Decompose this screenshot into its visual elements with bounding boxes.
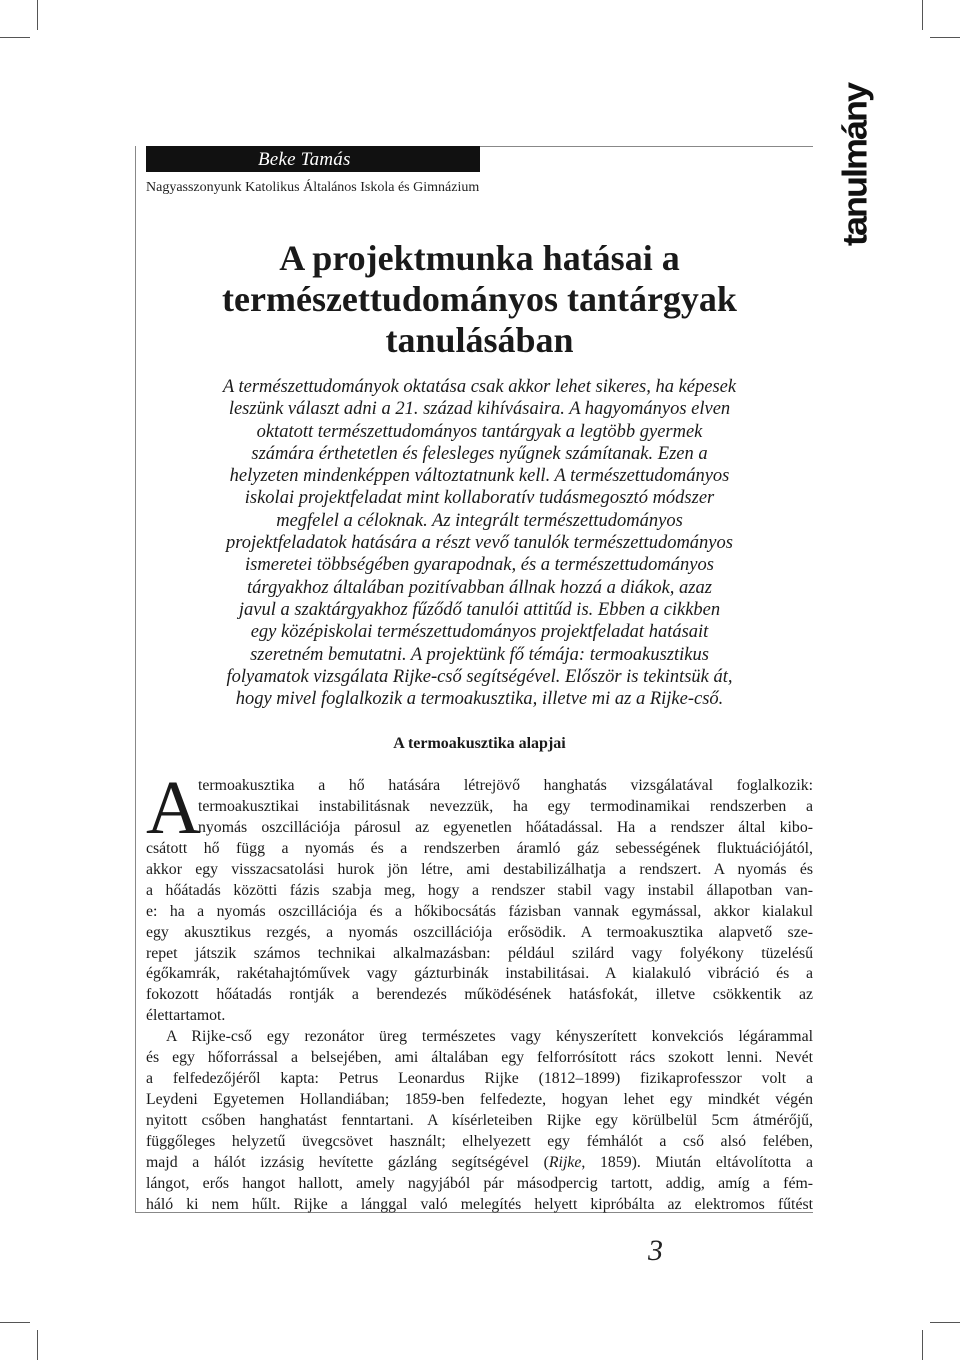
body-line: lángot, erős hangot hallott, amely nagyjából pár másodpercig tartott, addig, amíg a fém- [146, 1174, 813, 1192]
crop-mark-bottom-right-h [930, 1322, 960, 1323]
frame-rule-left [135, 146, 136, 1212]
crop-mark-top-right-h [930, 37, 960, 38]
body-line: a hőátadás közötti fázis szabja meg, hogy a rendszer stabil vagy instabil állapotban van- [146, 881, 813, 899]
section-heading: A termoakusztika alapjai [393, 735, 566, 752]
body-line: függőleges helyzetű üvegcsövet használt; elhelyezett egy fémhálót a cső alsó felében, [146, 1132, 813, 1150]
crop-mark-bottom-left-h [0, 1322, 30, 1323]
body-line: A Rijke-cső egy rezonátor üreg természetes vagy kényszerített konvekciós légárammal [166, 1028, 813, 1046]
author-bar [146, 146, 480, 172]
abstract-line: tárgyakhoz általában pozitívabban állnak hozzá a diákok, azaz [247, 577, 712, 598]
body-line: majd a hálót izzásig hevítette gázláng segítségével (Rijke, 1859). Miután eltávolította a [146, 1153, 813, 1171]
body-line: és egy hőforrással a belsejében, ami általában egy felforrósított rács szokott lenni. Nevét [146, 1049, 813, 1067]
affiliation: Nagyasszonyunk Katolikus Általános Iskola és Gimnázium [146, 180, 480, 195]
abstract-line: projektfeladatok hatására a részt vevő tanulók természettudományos [226, 533, 733, 554]
body-line: repet játszik számos technikai alkalmazásban: például szilárd vagy folyékony tüzelésű [146, 944, 813, 962]
body-line: e: ha a nyomás oszcillációja és a hőkibocsátás fázisban vannak egymással, akkor kialakul [146, 902, 813, 920]
crop-mark-top-right-v [922, 0, 923, 30]
crop-mark-top-left-v [37, 0, 38, 30]
body-line: egy akusztikus rezgés, a nyomás oszcillációja erősödik. A termoakusztika alapvető sze- [146, 923, 813, 941]
body-line: termoakusztikai instabilitásnak nevezzük, ha egy termodinamikai rendszerben a [198, 797, 813, 815]
author-name: Beke Tamás [258, 149, 351, 170]
title-line: természettudományos tantárgyak [222, 279, 737, 319]
body-line: háló ki nem hűlt. Rijke a lánggal való melegítés helyett kipróbálta az elektromos fűtést [146, 1195, 813, 1213]
crop-mark-bottom-left-v [37, 1330, 38, 1360]
abstract-line: A természettudományok oktatása csak akkor lehet sikeres, ha képesek [222, 377, 737, 397]
body-line: akkor egy visszacsatolási hurok jön létre, ami destabilizálhatja a rendszert. A nyomás és [146, 860, 813, 878]
body-line: nyomás oszcillációja párosul az egyenetlen hőátadással. Ha a rendszer által kibo- [198, 818, 813, 836]
body-line: a felfedezőjéről kapta: Petrus Leonardus Rijke (1812–1899) fizikaprofesszor volt a [146, 1070, 813, 1088]
body-line: nyitott csőben hanghatást fenntartani. A kísérleteiben Rijke egy körülbelül 5cm átmérőjű, [146, 1112, 813, 1129]
abstract-line: oktatott természettudományos tantárgyak a legtöbb gyermek [256, 421, 703, 442]
body-line: termoakusztika a hő hatására létrejövő hanghatás vizsgálatával foglalkozik: [198, 777, 813, 794]
abstract-line: helyzeten mindenképpen változtatnunk kell. A természettudományos [229, 466, 730, 487]
body-line: fokozott hőátadás rontják a berendezés működésének hatásfokát, illetve csökkentik az [146, 986, 813, 1004]
abstract-line: javul a szaktárgyakhoz fűződő tanulói attitűd is. Ebben a cikkben [238, 599, 721, 620]
body-text [146, 766, 813, 1216]
abstract-line: számára érthetetlen és felesleges nyűgnek számítanak. Ezen a [251, 443, 708, 464]
article-title [146, 238, 813, 361]
body-line: Leydeni Egyetemen Hollandiában; 1859-ben felfedezte, hogyan lehet egy mindkét végén [146, 1091, 813, 1109]
title-line: A projektmunka hatásai a [279, 238, 680, 278]
abstract-line: egy középiskolai természettudományos projektfeladat hatásait [250, 622, 709, 643]
abstract-line: hogy mivel foglalkozik a termoakusztika, illetve mi az a Rijke-cső. [235, 689, 724, 710]
abstract-line: megfelel a céloknak. Az integrált természettudományos [276, 510, 683, 531]
body-line: élettartamot. [146, 1007, 226, 1025]
drop-cap: A [146, 766, 201, 850]
crop-mark-bottom-right-v [922, 1330, 923, 1360]
abstract-line: folyamatok vizsgálata Rijke-cső segítségével. Először is tekintsük át, [226, 666, 733, 687]
body-line: csátott hő függ a nyomás és a rendszerben áramló gáz sebességének fluktuációjától, [146, 839, 813, 857]
frame-rule-top [480, 146, 813, 147]
abstract-line: iskolai projektfeladat mint kollaboratív tudásmegosztó módszer [244, 488, 715, 509]
abstract-line: leszünk választ adni a 21. század kihívásaira. A hagyományos elven [228, 399, 731, 420]
abstract-line: ismeretei többségében gyarapodnak, és a természettudományos [245, 555, 714, 576]
crop-mark-top-left-h [0, 37, 30, 38]
title-line: tanulásában [385, 320, 574, 360]
section-label-vertical: tanulmány [835, 83, 874, 246]
abstract [146, 376, 813, 710]
page-number: 3 [648, 1234, 663, 1267]
abstract-line: szeretném bemutatni. A projektünk fő témája: termoakusztikus [250, 644, 709, 665]
body-line: égőkamrák, rakétahajtóművek vagy gázturbinák instabilitásai. A kialakuló vibráció és a [146, 965, 813, 983]
